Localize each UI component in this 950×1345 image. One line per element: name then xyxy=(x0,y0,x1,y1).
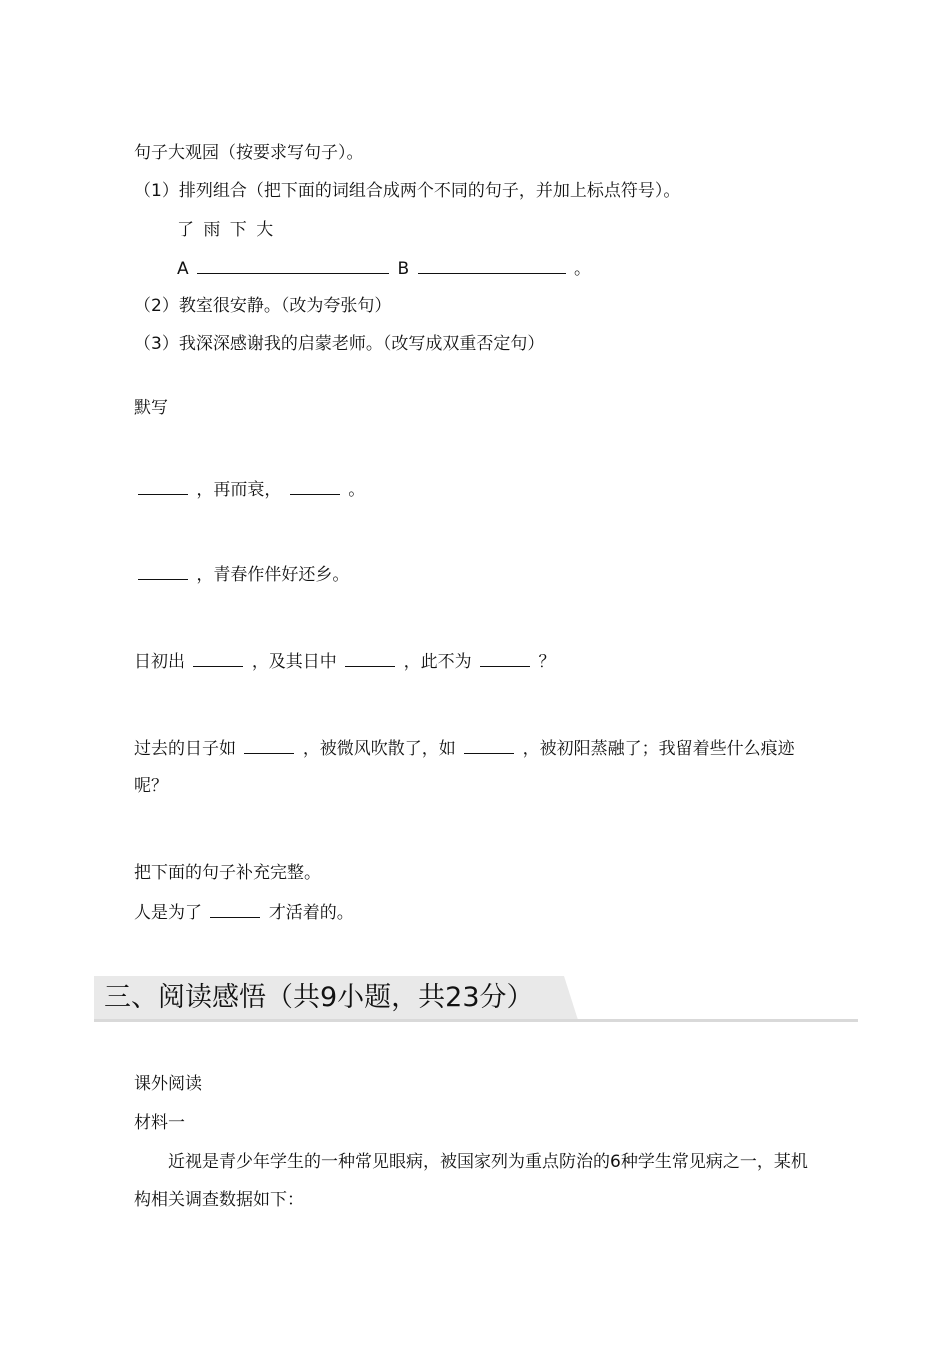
dictation-text: ，再而衰， xyxy=(196,480,282,500)
dictation-text: 。 xyxy=(348,480,366,500)
label-a: A xyxy=(177,259,189,279)
dictation-line-1 xyxy=(135,478,365,501)
dictation-text: ，此不为 xyxy=(403,652,472,672)
answer-line-ab xyxy=(177,257,591,280)
question-item-1: （1）排列组合（把下面的词组合成两个不同的句子，并加上标点符号）。 xyxy=(134,181,681,201)
material-label: 材料一 xyxy=(134,1113,185,1133)
blank[interactable] xyxy=(290,478,340,495)
dictation-text: ，被初阳蒸融了；我留着些什么痕迹 xyxy=(522,739,795,759)
dictation-text: ，被微风吹散了，如 xyxy=(302,739,456,759)
period: 。 xyxy=(573,259,591,279)
dictation-text: ，及其日中 xyxy=(251,652,337,672)
reading-title: 课外阅读 xyxy=(134,1074,202,1094)
section-rule xyxy=(94,1019,858,1022)
blank-b[interactable] xyxy=(418,257,566,274)
dictation-text: ，青春作伴好还乡。 xyxy=(196,565,350,585)
blank[interactable] xyxy=(480,650,530,667)
blank[interactable] xyxy=(464,737,514,754)
question-item-3: （3）我深深感谢我的启蒙老师。（改写成双重否定句） xyxy=(134,334,545,354)
dictation-line-3 xyxy=(134,650,555,673)
reading-paragraph-line-2: 构相关调查数据如下： xyxy=(134,1190,304,1210)
dictation-text: 日初出 xyxy=(134,652,185,672)
section-header xyxy=(94,976,858,1022)
blank[interactable] xyxy=(244,737,294,754)
dictation-title: 默写 xyxy=(134,398,168,418)
section-title: 三、阅读感悟（共9小题，共23分） xyxy=(104,982,534,1013)
blank-a[interactable] xyxy=(197,257,389,274)
blank[interactable] xyxy=(138,478,188,495)
dictation-line-4 xyxy=(134,737,795,760)
dictation-line-2 xyxy=(135,563,349,586)
question-item-2: （2）教室很安静。（改为夸张句） xyxy=(134,296,392,316)
reading-paragraph-line-1: 近视是青少年学生的一种常见眼病，被国家列为重点防治的6种学生常见病之一，某机 xyxy=(168,1152,808,1172)
blank[interactable] xyxy=(193,650,243,667)
question-title: 句子大观园（按要求写句子）。 xyxy=(134,143,364,163)
complete-title: 把下面的句子补充完整。 xyxy=(134,863,321,883)
dictation-line-4-cont: 呢？ xyxy=(134,776,168,796)
label-b: B xyxy=(397,259,410,279)
blank[interactable] xyxy=(138,563,188,580)
dictation-text: 过去的日子如 xyxy=(134,739,236,759)
complete-text: 人是为了 xyxy=(134,903,202,923)
blank[interactable] xyxy=(345,650,395,667)
word-list: 了 雨 下 大 xyxy=(177,220,274,240)
dictation-text: ？ xyxy=(538,652,556,672)
blank[interactable] xyxy=(210,901,260,918)
complete-text: 才活着的。 xyxy=(268,903,354,923)
complete-sentence xyxy=(134,901,354,924)
